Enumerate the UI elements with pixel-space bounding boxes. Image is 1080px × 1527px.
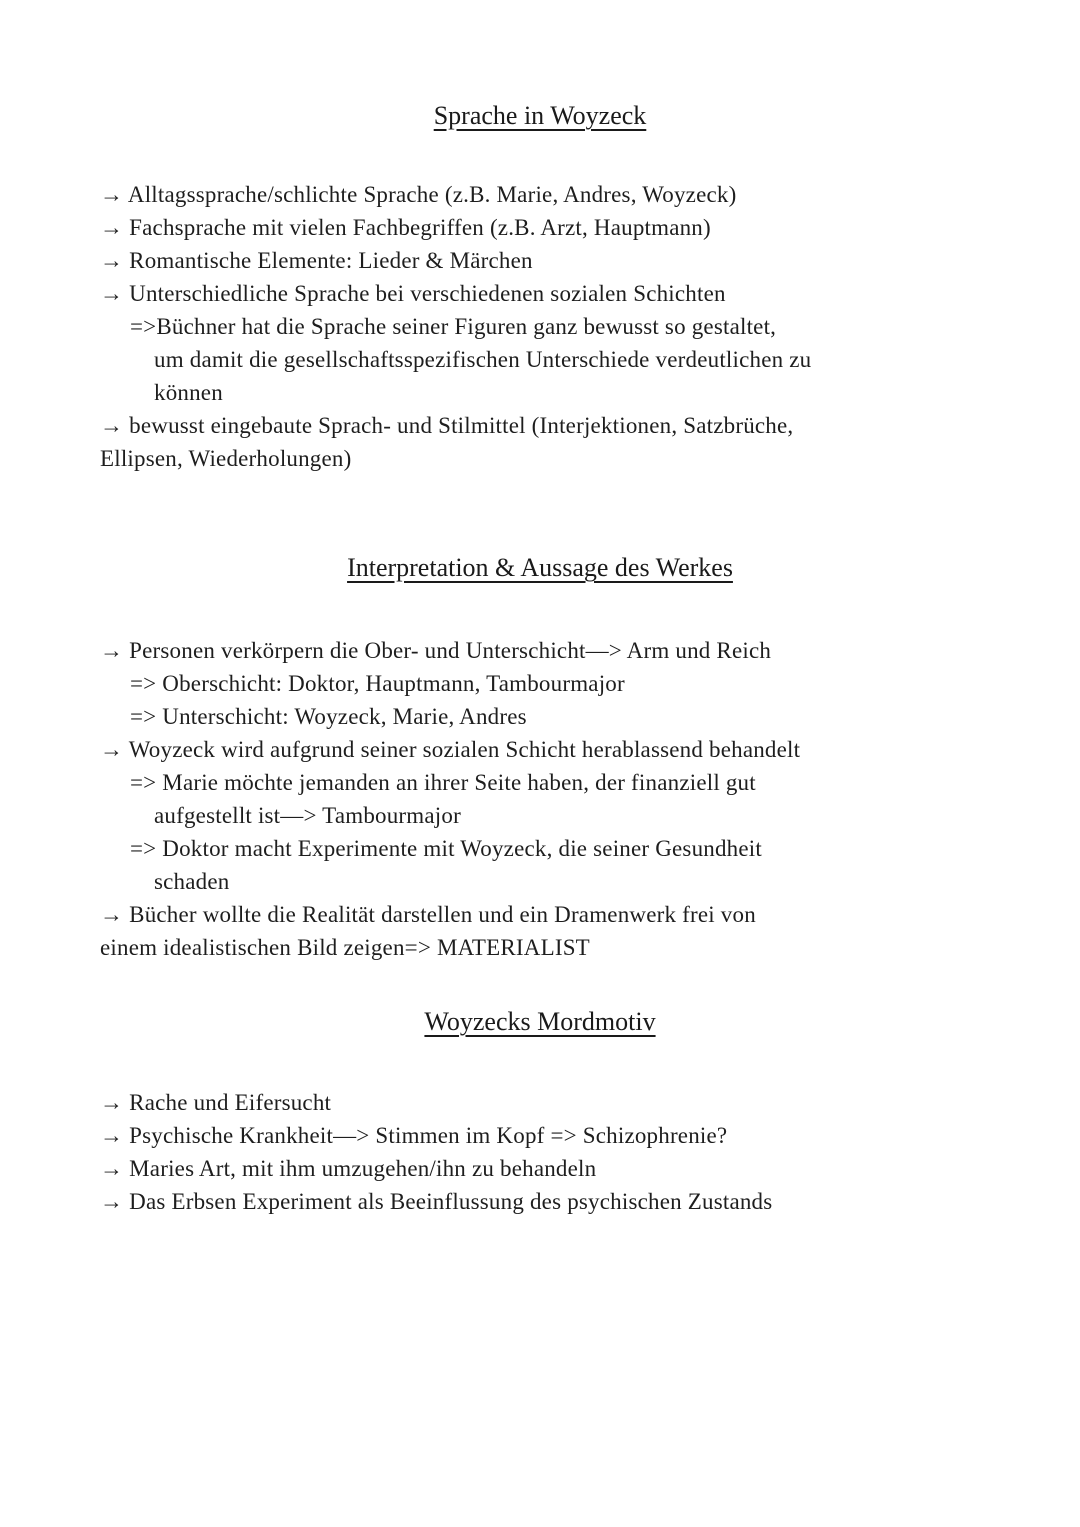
heading-interpretation-aussage: Interpretation & Aussage des Werkes [347,553,733,582]
note-line: → Maries Art, mit ihm umzugehen/ihn zu behandeln [100,1156,597,1181]
note-line: einem idealistischen Bild zeigen=> MATERIALIST [100,935,590,960]
note-line: → Rache und Eifersucht [100,1090,332,1115]
note-line: → Bücher wollte die Realität darstellen und ein Dramenwerk frei von [100,902,756,927]
heading-woyzecks-mordmotiv: Woyzecks Mordmotiv [424,1007,656,1036]
note-line: → Unterschiedliche Sprache bei verschiedenen sozialen Schichten [100,281,726,306]
section-interpretation-aussage [0,550,1080,964]
heading-sprache-in-woyzeck: Sprache in Woyzeck [433,101,647,130]
note-line: können [154,380,223,405]
note-line: => Oberschicht: Doktor, Hauptmann, Tambourmajor [130,671,625,696]
note-line: → Fachsprache mit vielen Fachbegriffen (z.B. Arzt, Hauptmann) [100,215,711,240]
note-line: schaden [154,869,230,894]
note-line: um damit die gesellschaftsspezifischen Unterschiede verdeutlichen zu [154,347,812,372]
section-woyzecks-mordmotiv [0,1004,1080,1218]
note-line: → Woyzeck wird aufgrund seiner sozialen Schicht herablassend behandelt [100,737,801,762]
note-line: → Personen verkörpern die Ober- und Unterschicht—> Arm und Reich [100,638,772,663]
note-line: =>Büchner hat die Sprache seiner Figuren ganz bewusst so gestaltet, [130,314,777,339]
section-sprache-in-woyzeck [0,98,1080,475]
note-line: => Marie möchte jemanden an ihrer Seite haben, der finanziell gut [130,770,756,795]
note-line: aufgestellt ist—> Tambourmajor [154,803,461,828]
note-line: → Das Erbsen Experiment als Beeinflussung des psychischen Zustands [100,1189,773,1214]
note-line: → Romantische Elemente: Lieder & Märchen [100,248,533,273]
note-line: Ellipsen, Wiederholungen) [100,446,352,471]
note-line: → Psychische Krankheit—> Stimmen im Kopf => Schizophrenie? [100,1123,728,1148]
note-line: → bewusst eingebaute Sprach- und Stilmittel (Interjektionen, Satzbrüche, [100,413,794,438]
note-line: => Unterschicht: Woyzeck, Marie, Andres [130,704,527,729]
note-line: => Doktor macht Experimente mit Woyzeck, die seiner Gesundheit [130,836,762,861]
note-line: → Alltagssprache/schlichte Sprache (z.B. Marie, Andres, Woyzeck) [100,182,737,207]
